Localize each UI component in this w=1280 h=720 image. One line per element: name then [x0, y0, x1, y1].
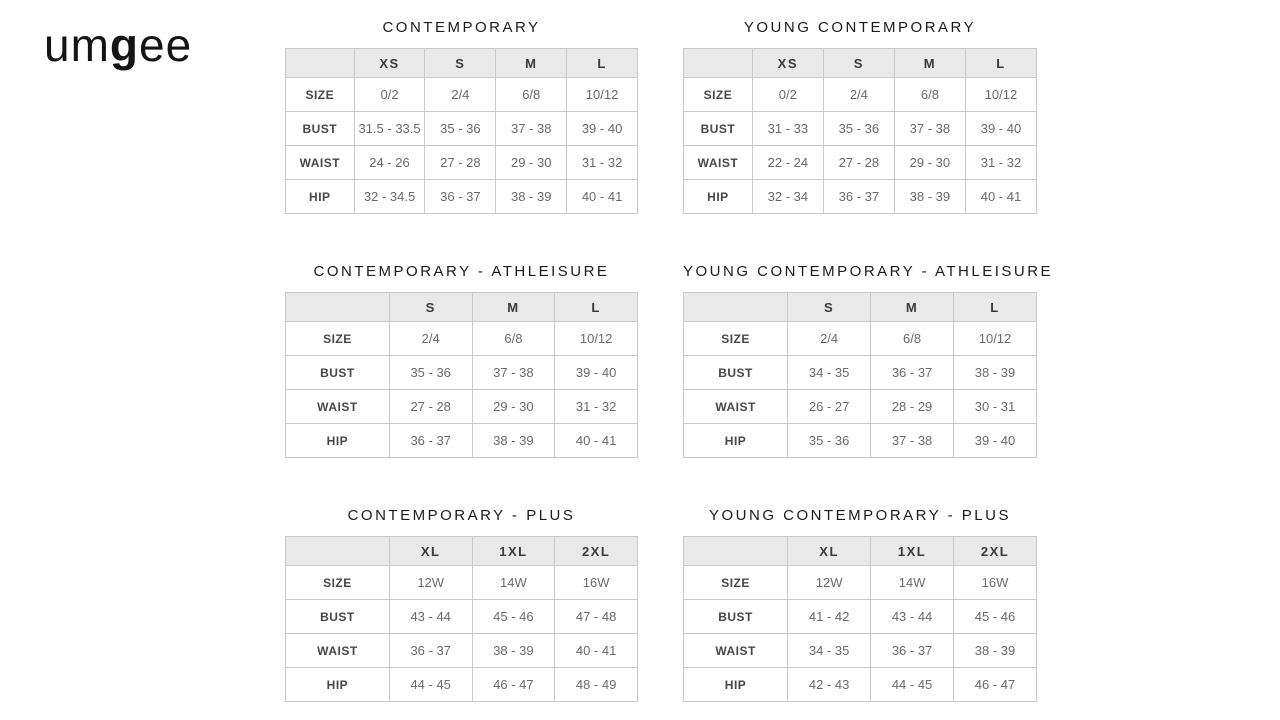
size-column-header: S: [425, 49, 496, 78]
table-row: [684, 390, 1037, 424]
measurement-cell: 36 - 37: [871, 634, 954, 668]
measurement-cell: 35 - 36: [389, 356, 472, 390]
table-header: [286, 537, 638, 566]
measurement-cell: 2/4: [425, 78, 496, 112]
size-chart-table: [285, 48, 638, 214]
table-row: [286, 112, 638, 146]
measurement-cell: 10/12: [954, 322, 1037, 356]
measurement-cell: 28 - 29: [871, 390, 954, 424]
row-label: SIZE: [684, 78, 753, 112]
size-chart-table: [683, 292, 1037, 458]
row-label: WAIST: [286, 146, 355, 180]
size-column-header: M: [472, 293, 555, 322]
measurement-cell: 0/2: [354, 78, 425, 112]
measurement-cell: 38 - 39: [472, 424, 555, 458]
row-label: HIP: [286, 424, 390, 458]
table-row: [286, 634, 638, 668]
measurement-cell: 37 - 38: [894, 112, 965, 146]
table-row: [684, 600, 1037, 634]
measurement-cell: 16W: [954, 566, 1037, 600]
row-label: HIP: [684, 180, 753, 214]
row-label: HIP: [684, 668, 788, 702]
chart-title: CONTEMPORARY - PLUS: [347, 507, 576, 524]
size-chart-section: [285, 16, 638, 214]
chart-title: YOUNG CONTEMPORARY - ATHLEISURE: [683, 263, 1054, 280]
row-label: SIZE: [684, 566, 788, 600]
size-column-header: S: [823, 49, 894, 78]
measurement-cell: 39 - 40: [954, 424, 1037, 458]
table-body: [286, 566, 638, 702]
measurement-cell: 6/8: [472, 322, 555, 356]
measurement-cell: 14W: [871, 566, 954, 600]
table-row: [684, 566, 1037, 600]
measurement-cell: 29 - 30: [472, 390, 555, 424]
measurement-cell: 31.5 - 33.5: [354, 112, 425, 146]
size-chart-section: [683, 16, 1037, 214]
row-label: SIZE: [684, 322, 788, 356]
table-body: [286, 322, 638, 458]
size-column-header: M: [871, 293, 954, 322]
measurement-cell: 35 - 36: [788, 424, 871, 458]
size-column-header: M: [496, 49, 567, 78]
measurement-cell: 35 - 36: [823, 112, 894, 146]
measurement-cell: 0/2: [752, 78, 823, 112]
measurement-cell: 12W: [389, 566, 472, 600]
measurement-cell: 43 - 44: [389, 600, 472, 634]
measurement-cell: 34 - 35: [788, 356, 871, 390]
table-row: [286, 356, 638, 390]
chart-title: YOUNG CONTEMPORARY: [743, 19, 977, 36]
row-label: SIZE: [286, 566, 390, 600]
logo-text-part: ee: [139, 19, 193, 71]
row-label: HIP: [286, 668, 390, 702]
size-column-header: M: [894, 49, 965, 78]
table-header: [286, 49, 638, 78]
row-label: BUST: [684, 600, 788, 634]
measurement-cell: 2/4: [823, 78, 894, 112]
logo-text-bold-g: g: [109, 19, 140, 71]
size-column-header: 2XL: [954, 537, 1037, 566]
table-row: [684, 424, 1037, 458]
size-chart-table: [683, 48, 1037, 214]
header-row: [684, 537, 1037, 566]
measurement-cell: 26 - 27: [788, 390, 871, 424]
measurement-cell: 6/8: [496, 78, 567, 112]
size-column-header: 1XL: [871, 537, 954, 566]
size-column-header: L: [567, 49, 638, 78]
measurement-cell: 38 - 39: [496, 180, 567, 214]
size-column-header: L: [954, 293, 1037, 322]
measurement-cell: 39 - 40: [555, 356, 638, 390]
size-column-header: L: [555, 293, 638, 322]
measurement-cell: 48 - 49: [555, 668, 638, 702]
table-row: [286, 424, 638, 458]
size-chart-table: [683, 536, 1037, 702]
measurement-cell: 27 - 28: [823, 146, 894, 180]
table-header: [684, 49, 1037, 78]
measurement-cell: 2/4: [788, 322, 871, 356]
table-body: [684, 322, 1037, 458]
table-row: [684, 634, 1037, 668]
table-row: [286, 390, 638, 424]
measurement-cell: 44 - 45: [871, 668, 954, 702]
measurement-cell: 2/4: [389, 322, 472, 356]
measurement-cell: 40 - 41: [567, 180, 638, 214]
measurement-cell: 36 - 37: [389, 634, 472, 668]
header-row: [286, 49, 638, 78]
measurement-cell: 36 - 37: [425, 180, 496, 214]
row-label: HIP: [684, 424, 788, 458]
measurement-cell: 32 - 34.5: [354, 180, 425, 214]
measurement-cell: 31 - 33: [752, 112, 823, 146]
row-label: WAIST: [684, 146, 753, 180]
measurement-cell: 37 - 38: [496, 112, 567, 146]
table-header: [684, 537, 1037, 566]
header-row: [684, 49, 1037, 78]
measurement-cell: 31 - 32: [555, 390, 638, 424]
chart-title: YOUNG CONTEMPORARY - PLUS: [709, 507, 1011, 524]
measurement-cell: 35 - 36: [425, 112, 496, 146]
measurement-cell: 36 - 37: [871, 356, 954, 390]
header-corner-cell: [286, 293, 390, 322]
size-column-header: XS: [354, 49, 425, 78]
measurement-cell: 24 - 26: [354, 146, 425, 180]
row-label: BUST: [286, 356, 390, 390]
table-body: [684, 78, 1037, 214]
measurement-cell: 38 - 39: [894, 180, 965, 214]
size-chart-section: [285, 504, 638, 702]
measurement-cell: 36 - 37: [823, 180, 894, 214]
measurement-cell: 46 - 47: [954, 668, 1037, 702]
size-chart-section: [683, 260, 1054, 458]
row-label: WAIST: [684, 390, 788, 424]
header-corner-cell: [286, 49, 355, 78]
logo-text-part: um: [44, 19, 110, 71]
size-column-header: XL: [788, 537, 871, 566]
measurement-cell: 6/8: [871, 322, 954, 356]
size-chart-section: [683, 504, 1037, 702]
measurement-cell: 37 - 38: [871, 424, 954, 458]
measurement-cell: 30 - 31: [954, 390, 1037, 424]
table-body: [684, 566, 1037, 702]
measurement-cell: 42 - 43: [788, 668, 871, 702]
measurement-cell: 45 - 46: [472, 600, 555, 634]
measurement-cell: 31 - 32: [965, 146, 1036, 180]
size-column-header: XL: [389, 537, 472, 566]
table-row: [286, 146, 638, 180]
measurement-cell: 40 - 41: [555, 424, 638, 458]
measurement-cell: 27 - 28: [389, 390, 472, 424]
row-label: WAIST: [684, 634, 788, 668]
size-chart-section: [285, 260, 638, 458]
measurement-cell: 10/12: [567, 78, 638, 112]
header-corner-cell: [684, 537, 788, 566]
row-label: BUST: [684, 112, 753, 146]
row-label: SIZE: [286, 78, 355, 112]
table-row: [684, 146, 1037, 180]
table-header: [684, 293, 1037, 322]
measurement-cell: 32 - 34: [752, 180, 823, 214]
measurement-cell: 38 - 39: [954, 634, 1037, 668]
table-row: [286, 600, 638, 634]
row-label: BUST: [684, 356, 788, 390]
measurement-cell: 36 - 37: [389, 424, 472, 458]
measurement-cell: 22 - 24: [752, 146, 823, 180]
table-row: [286, 668, 638, 702]
size-column-header: L: [965, 49, 1036, 78]
table-body: [286, 78, 638, 214]
measurement-cell: 27 - 28: [425, 146, 496, 180]
measurement-cell: 31 - 32: [567, 146, 638, 180]
measurement-cell: 39 - 40: [965, 112, 1036, 146]
size-column-header: 2XL: [555, 537, 638, 566]
measurement-cell: 14W: [472, 566, 555, 600]
row-label: HIP: [286, 180, 355, 214]
size-column-header: 1XL: [472, 537, 555, 566]
table-row: [286, 180, 638, 214]
table-row: [684, 180, 1037, 214]
size-column-header: XS: [752, 49, 823, 78]
measurement-cell: 37 - 38: [472, 356, 555, 390]
header-corner-cell: [286, 537, 390, 566]
table-row: [684, 112, 1037, 146]
row-label: SIZE: [286, 322, 390, 356]
header-row: [286, 537, 638, 566]
measurement-cell: 10/12: [965, 78, 1036, 112]
table-row: [684, 78, 1037, 112]
measurement-cell: 6/8: [894, 78, 965, 112]
chart-title: CONTEMPORARY: [382, 19, 541, 36]
umgee-logo: [44, 18, 192, 72]
header-corner-cell: [684, 49, 753, 78]
measurement-cell: 41 - 42: [788, 600, 871, 634]
measurement-cell: 44 - 45: [389, 668, 472, 702]
row-label: WAIST: [286, 390, 390, 424]
table-row: [286, 322, 638, 356]
measurement-cell: 12W: [788, 566, 871, 600]
measurement-cell: 40 - 41: [555, 634, 638, 668]
measurement-cell: 29 - 30: [894, 146, 965, 180]
header-row: [286, 293, 638, 322]
table-header: [286, 293, 638, 322]
size-column-header: S: [389, 293, 472, 322]
measurement-cell: 40 - 41: [965, 180, 1036, 214]
table-row: [286, 78, 638, 112]
size-chart-table: [285, 292, 638, 458]
measurement-cell: 10/12: [555, 322, 638, 356]
measurement-cell: 45 - 46: [954, 600, 1037, 634]
header-row: [684, 293, 1037, 322]
row-label: BUST: [286, 112, 355, 146]
size-column-header: S: [788, 293, 871, 322]
measurement-cell: 29 - 30: [496, 146, 567, 180]
measurement-cell: 34 - 35: [788, 634, 871, 668]
row-label: WAIST: [286, 634, 390, 668]
measurement-cell: 43 - 44: [871, 600, 954, 634]
measurement-cell: 47 - 48: [555, 600, 638, 634]
chart-title: CONTEMPORARY - ATHLEISURE: [313, 263, 610, 280]
table-row: [684, 322, 1037, 356]
measurement-cell: 46 - 47: [472, 668, 555, 702]
measurement-cell: 39 - 40: [567, 112, 638, 146]
size-chart-table: [285, 536, 638, 702]
header-corner-cell: [684, 293, 788, 322]
table-row: [684, 668, 1037, 702]
table-row: [684, 356, 1037, 390]
measurement-cell: 16W: [555, 566, 638, 600]
table-row: [286, 566, 638, 600]
measurement-cell: 38 - 39: [954, 356, 1037, 390]
row-label: BUST: [286, 600, 390, 634]
measurement-cell: 38 - 39: [472, 634, 555, 668]
